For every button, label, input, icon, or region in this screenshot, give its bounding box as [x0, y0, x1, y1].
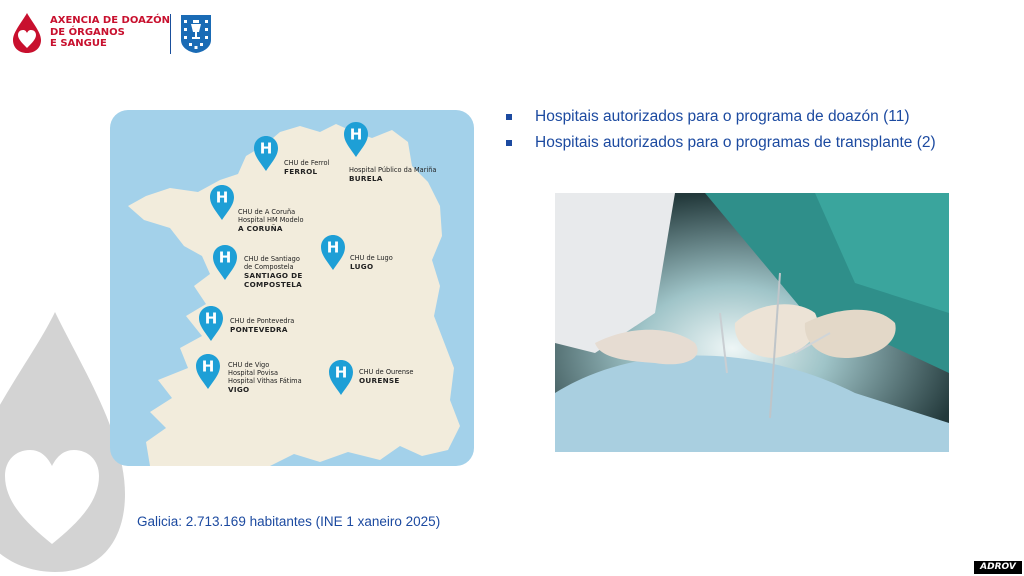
- pin-letter: H: [259, 139, 273, 158]
- hospital-label-santiago: [244, 255, 303, 289]
- bullet-donation-program: [506, 104, 936, 130]
- hospital-label-lugo: [350, 254, 393, 271]
- hospital-city: A CORUÑA: [238, 224, 283, 233]
- hospital-label-burela: [349, 166, 436, 183]
- bullet-transplant-program: [506, 130, 936, 156]
- organization-name: [50, 15, 170, 50]
- hospital-name: Hospital HM Modelo: [238, 216, 304, 224]
- hospital-pin-icon: [252, 134, 280, 172]
- hospital-city: SANTIAGO DE: [244, 271, 303, 280]
- xunta-galicia-shield-icon: [180, 14, 212, 54]
- hospital-city: COMPOSTELA: [244, 280, 303, 289]
- pin-letter: H: [349, 125, 363, 144]
- header-divider: [170, 14, 171, 54]
- hospital-label-ourense: [359, 368, 414, 385]
- surgery-illustration: [555, 193, 949, 452]
- hospital-pin-icon: [327, 358, 355, 396]
- hospital-name: Hospital Público da Mariña: [349, 166, 437, 174]
- org-name-line: DE ÓRGANOS: [50, 26, 125, 38]
- bullet-square-icon: [506, 114, 512, 120]
- hospital-pin-icon: [342, 120, 370, 158]
- pin-letter: H: [218, 248, 232, 267]
- hospital-pin-icon: [319, 233, 347, 271]
- hospital-name: Hospital Vithas Fátima: [228, 377, 302, 385]
- hospital-label-pontevedra: [230, 317, 294, 334]
- pin-letter: H: [334, 363, 348, 382]
- hospital-city: VIGO: [228, 385, 250, 394]
- population-caption: Galicia: 2.713.169 habitantes (INE 1 xaneiro 2025): [137, 514, 441, 529]
- hospital-name: CHU de Vigo: [228, 361, 270, 369]
- hospital-city: FERROL: [284, 167, 318, 176]
- hospital-label-vigo: [228, 361, 302, 394]
- hospital-city: BURELA: [349, 174, 383, 183]
- hospital-name: Hospital Povisa: [228, 369, 278, 377]
- hospital-label-ferrol: [284, 159, 329, 176]
- bullet-square-icon: [506, 140, 512, 146]
- hospital-name: CHU de Lugo: [350, 254, 393, 262]
- hospital-label-a-coruna: [238, 208, 304, 233]
- org-name-line: E SANGUE: [50, 38, 107, 49]
- hospital-name: CHU de A Coruña: [238, 208, 296, 216]
- hospital-city: LUGO: [350, 262, 374, 271]
- hospital-name: CHU de Santiago: [244, 255, 300, 263]
- hospital-name: de Compostela: [244, 263, 294, 271]
- hospital-city: PONTEVEDRA: [230, 325, 288, 334]
- bullet-text: Hospitais autorizados para o programas de transplante (2): [535, 134, 936, 151]
- bullet-text: Hospitais autorizados para o programa de doazón (11): [535, 108, 910, 125]
- hospital-pin-icon: [197, 304, 225, 342]
- pin-letter: H: [201, 357, 215, 376]
- hospital-name: CHU de Pontevedra: [230, 317, 295, 325]
- hospital-pin-icon: [194, 352, 222, 390]
- hospital-programs-list: [506, 104, 936, 156]
- hospital-pin-icon: [208, 183, 236, 221]
- watermark-badge: ADROV: [974, 561, 1022, 574]
- surgery-photo: [555, 193, 949, 452]
- hospital-pin-icon: [211, 243, 239, 281]
- pin-letter: H: [204, 309, 218, 328]
- hospital-name: CHU de Ferrol: [284, 159, 330, 167]
- pin-letter: H: [215, 188, 229, 207]
- pin-letter: H: [326, 238, 340, 257]
- hospital-city: OURENSE: [359, 376, 400, 385]
- hospital-name: CHU de Ourense: [359, 368, 414, 376]
- org-name-line: AXENCIA DE DOAZÓN: [50, 15, 170, 26]
- blood-drop-heart-icon: [12, 12, 42, 54]
